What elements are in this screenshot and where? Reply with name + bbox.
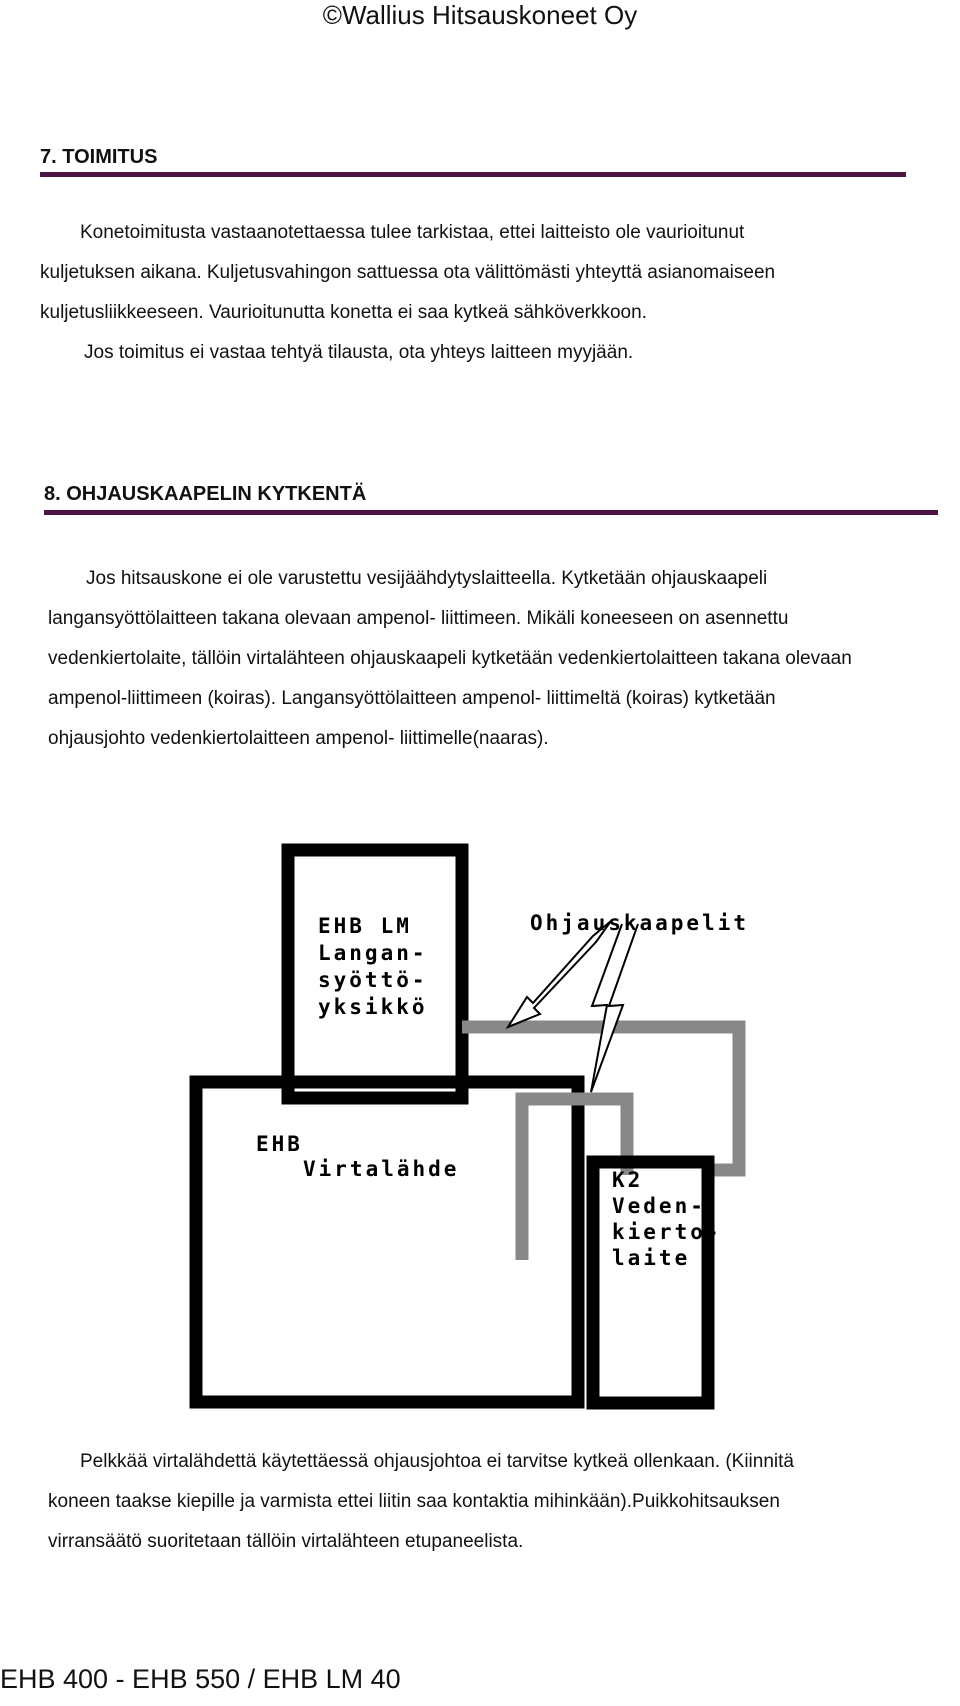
page-header-copyright: ©Wallius Hitsauskoneet Oy: [322, 0, 638, 30]
section-8-line-3: vedenkiertolaite, tällöin virtalähteen ohjauskaapeli kytketään vedenkiertolaitteen takana olevaan: [48, 648, 852, 669]
section-7-divider: [40, 172, 906, 177]
section-7-paragraph: [40, 213, 775, 373]
wire-feeder-label: EHB LM Langan- syöttö- yksikkö: [318, 914, 428, 1019]
section-7-heading: 7. TOIMITUS: [40, 146, 158, 168]
cable-connection-diagram: [0, 830, 960, 1430]
section-7-line-2: kuljetuksen aikana. Kuljetusvahingon sattuessa ota välittömästi yhteyttä asianomaiseen: [40, 262, 776, 283]
section-8-line-2: langansyöttölaitteen takana olevaan ampenol- liittimeen. Mikäli koneeseen on asennettu: [48, 608, 789, 629]
closing-line-2: koneen taakse kiepille ja varmista ettei liitin saa kontaktia mihinkään).Puikkohitsauksen: [48, 1491, 780, 1512]
cable-arrow-right-icon: [591, 924, 638, 1092]
control-cables-label: Ohjauskaapelit: [530, 911, 750, 935]
closing-line-1: Pelkkää virtalähdettä käytettäessä ohjausjohtoa ei tarvitse kytkeä ollenkaan. (Kiinnitä: [80, 1451, 794, 1472]
section-7-line-4: Jos toimitus ei vastaa tehtyä tilausta, ota yhteys laitteen myyjään.: [84, 342, 634, 363]
power-source-label: EHB Virtalähde: [256, 1132, 460, 1181]
section-8-divider: [44, 510, 938, 515]
closing-paragraph: [48, 1442, 794, 1562]
closing-line-3: virransäätö suoritetaan tällöin virtalähteen etupaneelista.: [48, 1531, 524, 1552]
section-8-line-1: Jos hitsauskone ei ole varustettu vesijäähdytyslaitteella. Kytketään ohjauskaapeli: [86, 568, 768, 589]
section-8-paragraph: [48, 559, 852, 759]
section-7-line-1: Konetoimitusta vastaanotettaessa tulee tarkistaa, ettei laitteisto ole vaurioitunut: [80, 222, 745, 243]
section-7-line-3: kuljetusliikkeeseen. Vaurioitunutta konetta ei saa kytkeä sähköverkkoon.: [40, 302, 647, 323]
cable-arrow-left-icon: [508, 921, 611, 1027]
section-8-heading: 8. OHJAUSKAAPELIN KYTKENTÄ: [44, 483, 367, 505]
section-8-line-4: ampenol-liittimeen (koiras). Langansyöttölaitteen ampenol- liittimeltä (koiras) kytketään: [48, 688, 776, 709]
footer-model-title: EHB 400 - EHB 550 / EHB LM 40: [0, 1664, 401, 1694]
section-8-line-5: ohjausjohto vedenkiertolaitteen ampenol- liittimelle(naaras).: [48, 728, 549, 749]
water-cooler-label: K2 Veden- kierto- laite: [612, 1168, 722, 1270]
